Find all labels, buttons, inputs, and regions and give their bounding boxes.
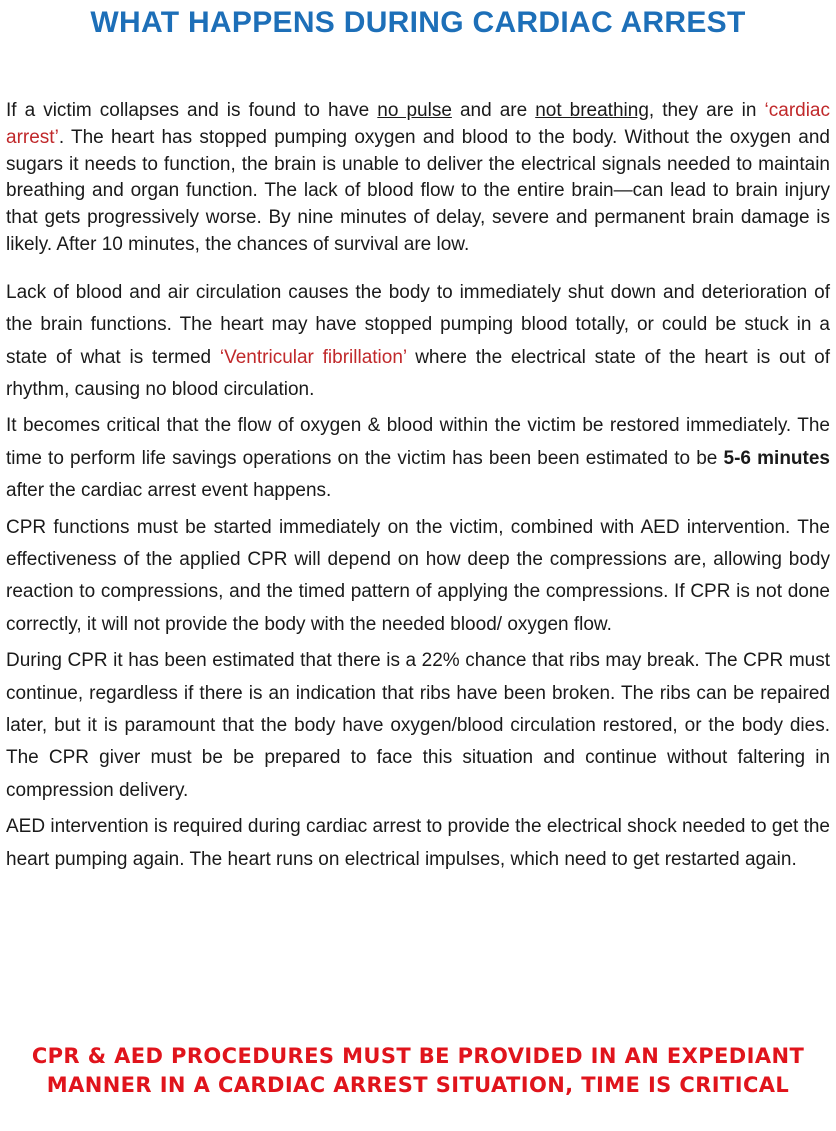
text-segment: It becomes critical that the flow of oxygen & blood within the victim be restored immediately. The time to perform life savings operations on the victim has been been estimated to be — [6, 415, 830, 469]
underlined-not-breathing: not breathing — [535, 100, 649, 121]
paragraph-circulation — [6, 277, 830, 407]
paragraph-critical-time — [6, 410, 830, 507]
text-segment: Lack of blood and air circulation causes the body to immediately shut down and deterioration of the brain functions. The heart may have stopped pumping blood totally, or could be stuck in a state of what is termed — [6, 281, 830, 368]
quote-close: ’ — [54, 126, 59, 148]
paragraph-rib-breakage: During CPR it has been estimated that there is a 22% chance that ribs may break. The CPR must continue, regardless if there is an indication that ribs have been broken. The ribs can be repaired later, but it is paramount that the body have oxygen/blood circulation restored, or the body dies. The CPR giver must be be prepared to face this situation and continue without faltering in compression delivery. — [6, 650, 830, 801]
paragraph-aed-intervention: AED intervention is required during cardiac arrest to provide the electrical shock needed to get the heart pumping again. The heart runs on electrical impulses, which need to get restarted again. — [6, 816, 830, 870]
highlight-cardiac-arrest: cardiac arrest — [6, 100, 830, 148]
text-segment: If a victim collapses and is found to have — [6, 100, 378, 121]
quote-close: ’ — [402, 346, 407, 368]
paragraph-cardiac-arrest-definition — [6, 98, 830, 259]
text-segment: , they are in — [648, 100, 765, 121]
highlight-ventricular-fibrillation: Ventricular fibrillation — [224, 346, 403, 368]
bold-time-window: 5-6 minutes — [723, 447, 830, 469]
paragraph-cpr-functions: CPR functions must be started immediately on the victim, combined with AED intervention. The effectiveness of the applied CPR will depend on how deep the compressions are, allowing body reaction to compressions, and the timed pattern of applying the compressions. If CPR is not done correctly, it will not provide the body with the needed blood/ oxygen flow. — [6, 516, 830, 635]
text-segment: where the electrical state of the heart is out of rhythm, causing no blood circulation. — [6, 346, 830, 400]
warning-line-1: CPR & AED PROCEDURES MUST BE PROVIDED IN AN EXPEDIANT — [31, 1044, 805, 1068]
quote-open: ‘ — [219, 346, 225, 368]
text-segment: . The heart has stopped pumping oxygen and blood to the body. Without the oxygen and sugars it needs to function, the brain is unable to deliver the electrical signals needed to maintain breathing and organ function. The lack of blood flow to the entire brain—can lead to brain injury that gets progressively worse. By nine minutes of delay, severe and permanent brain damage is likely. After 10 minutes, the chances of survival are low. — [6, 126, 830, 255]
text-segment: after the cardiac arrest event happens. — [6, 480, 332, 502]
underlined-no-pulse: no pulse — [377, 100, 452, 121]
page-title: WHAT HAPPENS DURING CARDIAC ARREST — [90, 6, 746, 39]
text-segment: and are — [451, 100, 536, 121]
warning-footer — [0, 1042, 836, 1100]
quote-open: ‘ — [764, 100, 769, 121]
warning-line-2: MANNER IN A CARDIAC ARREST SITUATION, TIME IS CRITICAL — [46, 1073, 790, 1097]
document-body — [6, 98, 830, 876]
